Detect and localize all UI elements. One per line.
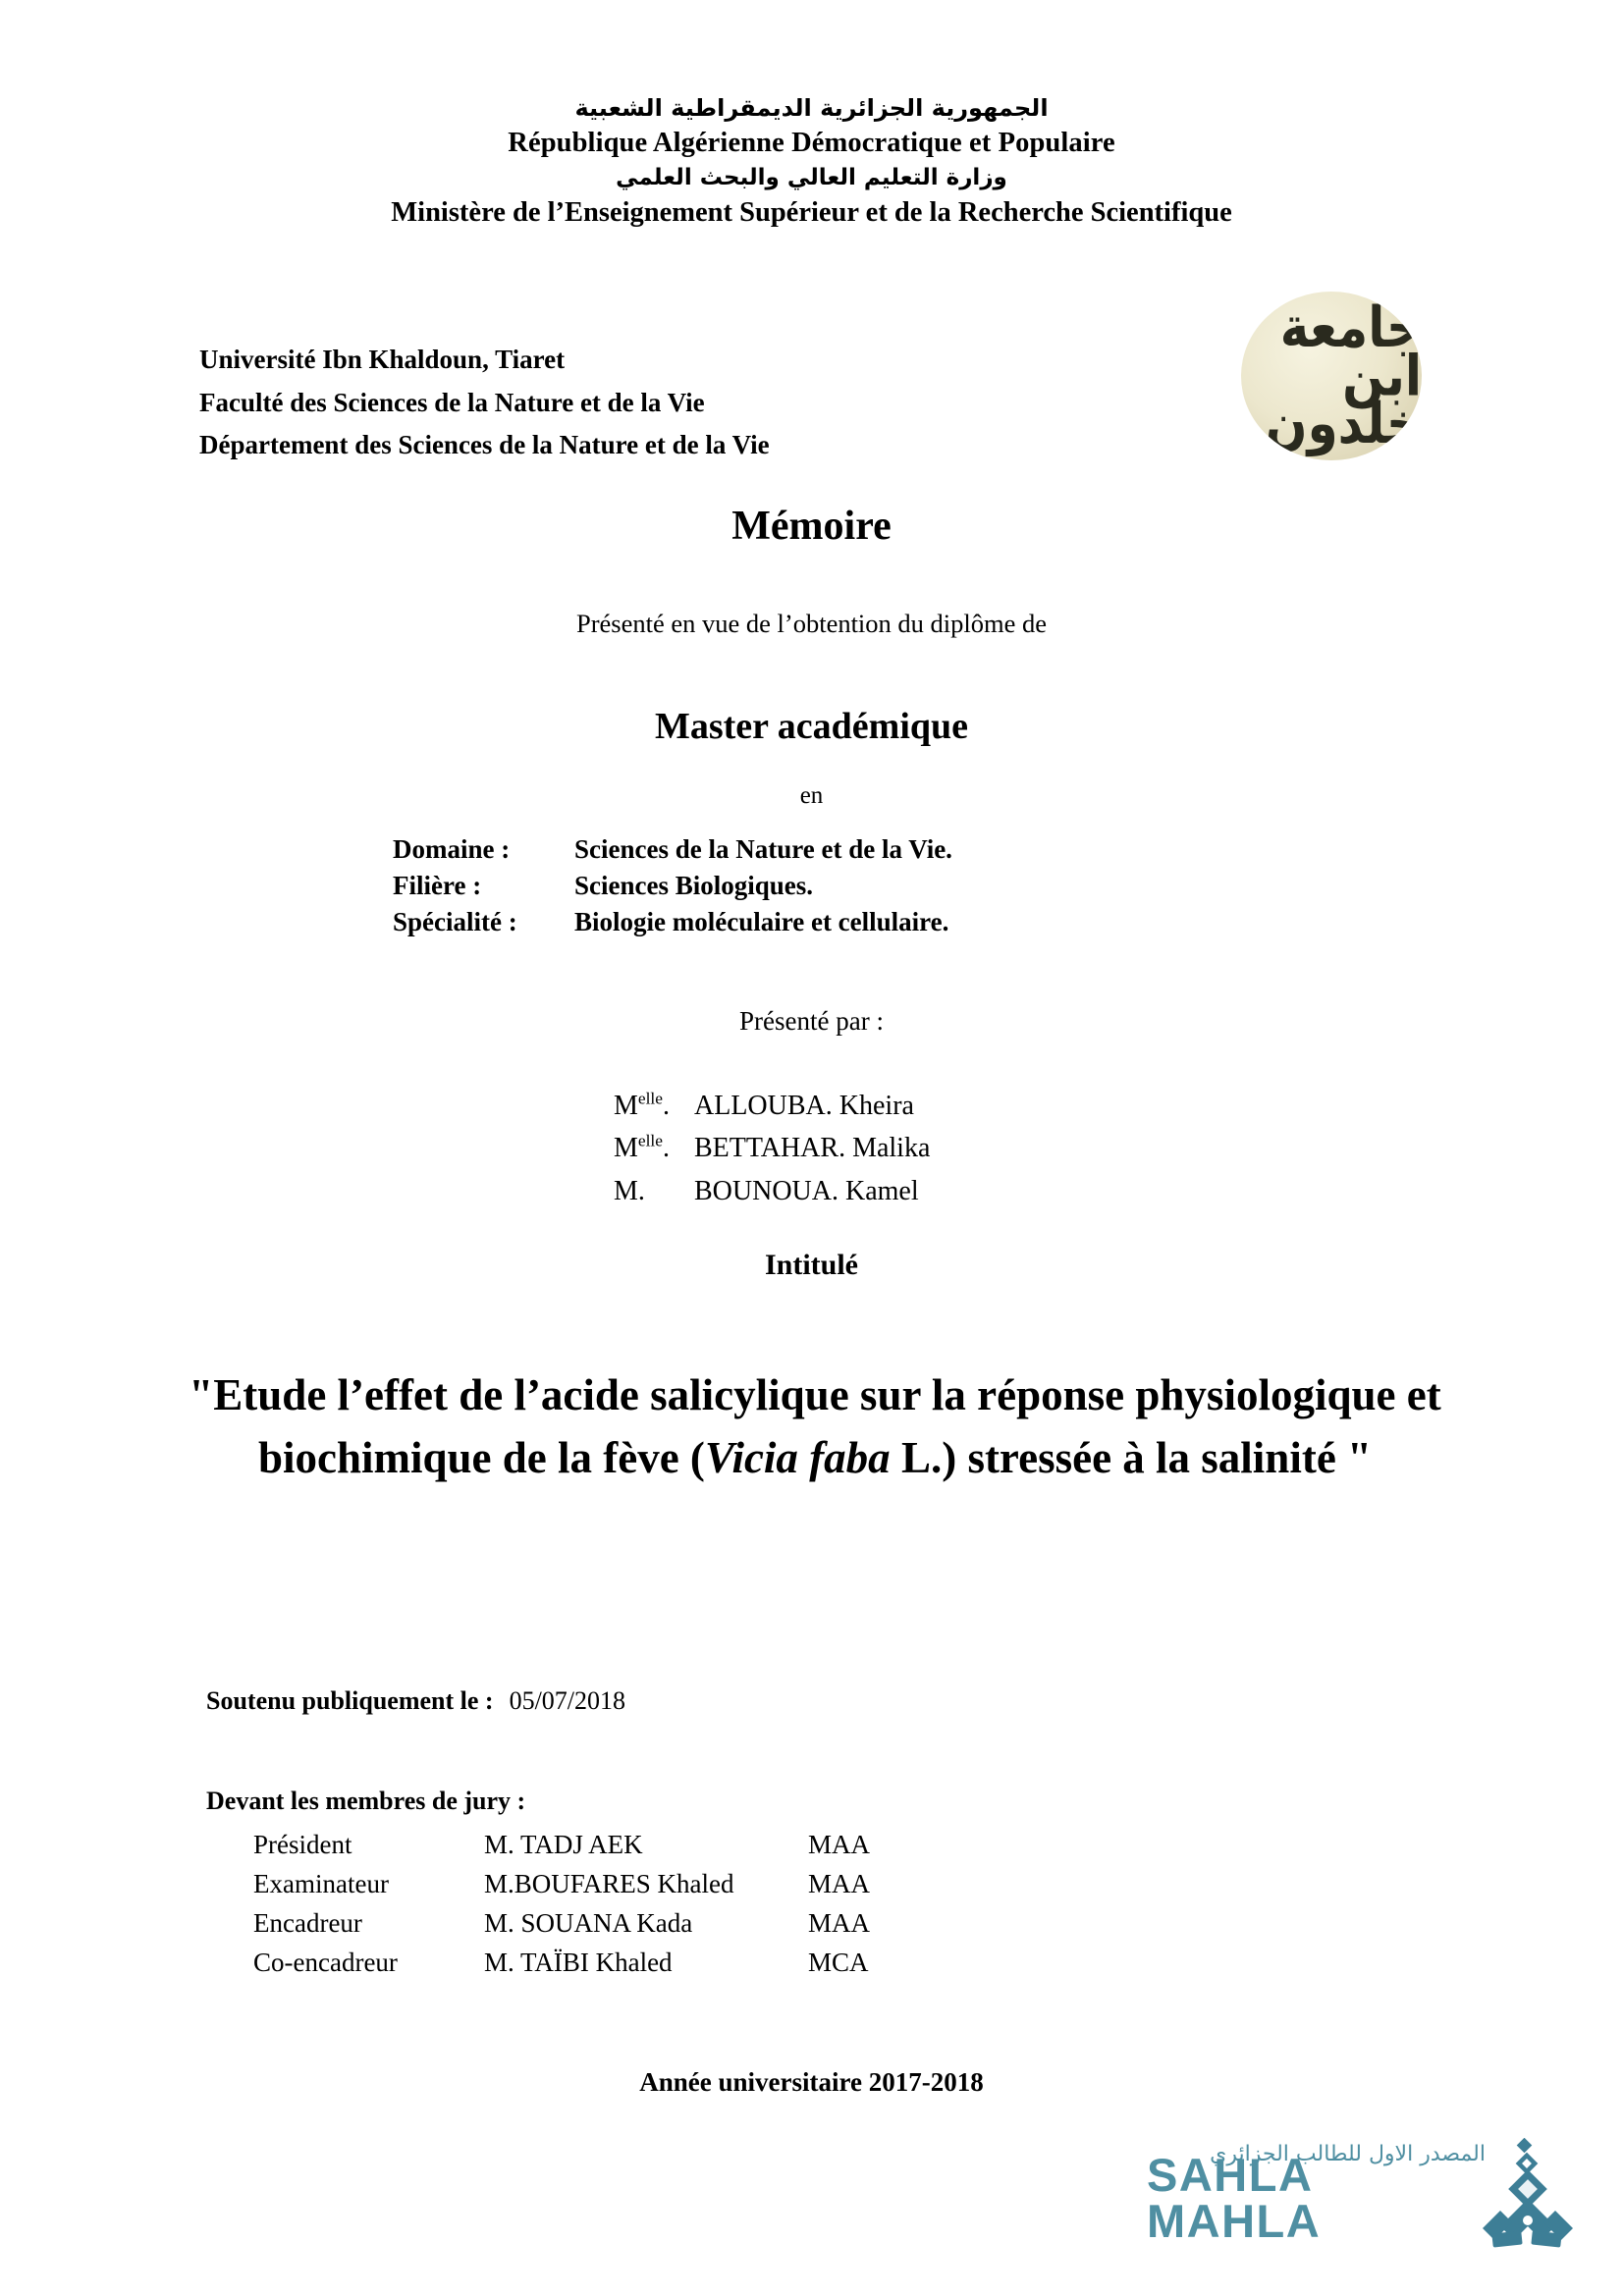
watermark-brand: SAHLA MAHLA [1147,2149,1322,2247]
jury-role: Président [253,1830,352,1859]
author-name: BETTAHAR. Malika [694,1133,931,1164]
field-row-filiere [393,871,952,907]
jury-grade: MAA [808,1830,871,1859]
thesis-title-line-3b: L.) stressée à la salinité " [890,1432,1373,1482]
field-value-domaine: Sciences de la Nature et de la Vie. [574,834,952,864]
arabic-republic-line: الجمهورية الجزائرية الديمقراطية الشعبية [574,94,1049,122]
author-title-text: M [614,1175,638,1206]
watermark-tagline: المصدر الاول للطالب الجزائري [1210,2142,1486,2166]
field-value-filiere: Sciences Biologiques. [574,871,814,900]
thesis-title-line-1: "Etude l’effet de l’acide salicylique sur la réponse [189,1370,1125,1419]
field-label-filiere: Filière : [393,871,482,900]
field-label-specialite: Spécialité : [393,907,517,936]
seal-arabic-calligraphy: جامعة ابن خلدون [1265,294,1422,456]
thesis-title-line-2a: physiologique et biochimique de la fève ( [257,1370,1441,1482]
academic-year: Année universitaire 2017-2018 [639,2067,984,2097]
author-row [614,1170,930,1212]
jury-name: M. TAÏBI Khaled [484,1948,673,1977]
author-title-dot: . [662,1091,670,1121]
watermark-text [1147,2149,1481,2247]
jury-name: M. TADJ AEK [484,1830,643,1859]
university-logo [1235,288,1432,466]
defense-date-line [206,1686,625,1716]
jury-role: Co-encadreur [253,1948,398,1977]
jury-role: Encadreur [253,1908,362,1938]
author-title [614,1085,694,1127]
national-header [0,93,1623,231]
jury-name: M.BOUFARES Khaled [484,1869,734,1898]
university-seal-icon [1241,292,1422,460]
department-name: Département des Sciences de la Nature et de la Vie [199,430,770,460]
title-section-heading: Intitulé [764,1249,858,1281]
sahla-mahla-watermark [1147,2138,1598,2266]
defense-date-value: 05/07/2018 [509,1686,626,1715]
table-row [253,1944,870,1983]
jury-grade: MCA [808,1948,869,1977]
field-row-specialite [393,907,952,943]
sahla-mahla-logo-icon [1471,2138,1581,2254]
thesis-subtitle: Présenté en vue de l’obtention du diplôme de [575,609,1048,638]
document-type-heading: Mémoire [731,504,892,549]
author-title-suffix: elle [637,1132,663,1151]
author-name: BOUNOUA. Kamel [694,1175,919,1206]
table-row [253,1826,870,1865]
arabic-ministry-line: وزارة التعليم العالي والبحث العلمي [616,165,1007,191]
author-row [614,1085,930,1127]
university-block [199,339,770,467]
jury-table [253,1826,870,1983]
thesis-title [187,1364,1443,1490]
field-row-domaine [393,834,952,871]
author-name: ALLOUBA. Kheira [694,1091,914,1121]
jury-name: M. SOUANA Kada [484,1908,693,1938]
author-row [614,1127,930,1169]
table-row [253,1865,870,1904]
faculty-name: Faculté des Sciences de la Nature et de la Vie [199,387,705,417]
table-row [253,1904,870,1944]
jury-role: Examinateur [253,1869,389,1898]
authors-list [614,1085,930,1212]
connector-en: en [799,782,824,809]
author-title [614,1127,694,1169]
author-title-dot: . [637,1175,645,1206]
jury-grade: MAA [808,1908,871,1938]
french-republic-line: République Algérienne Démocratique et Populaire [508,127,1115,158]
authors-heading: Présenté par : [739,1006,884,1036]
author-title-dot: . [662,1133,670,1164]
jury-grade: MAA [808,1869,871,1898]
author-title-text: M [614,1133,638,1164]
french-ministry-line: Ministère de l’Enseignement Supérieur et de la Recherche Scientifique [391,196,1232,228]
field-value-specialite: Biologie moléculaire et cellulaire. [574,907,949,936]
author-title-text: M [614,1091,638,1121]
thesis-title-genus: Vicia [704,1432,798,1482]
degree-heading: Master académique [654,706,969,747]
field-specification-table [393,834,952,943]
defense-date-label: Soutenu publiquement le : [206,1686,494,1715]
field-label-domaine: Domaine : [393,834,511,864]
author-title-suffix: elle [637,1089,663,1108]
author-title [614,1170,694,1212]
jury-heading: Devant les membres de jury : [206,1787,526,1815]
university-name: Université Ibn Khaldoun, Tiaret [199,345,566,374]
thesis-title-species: faba [809,1432,891,1482]
